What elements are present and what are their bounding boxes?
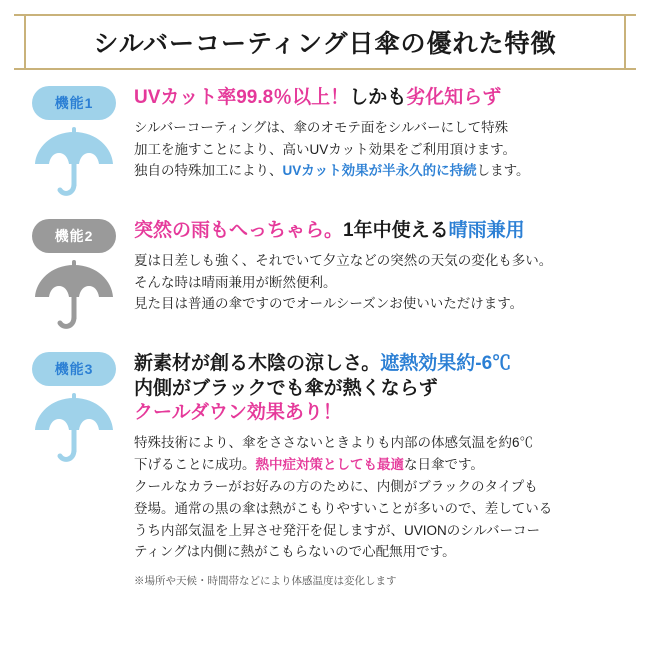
feature-1-badge: 機能1 [32, 86, 116, 120]
umbrella-icon [31, 390, 117, 469]
feature-3-headline-part-2: 遮熱効果約-6℃ [380, 353, 512, 374]
feature-2-line-1: 夏は日差しも強く、それでいて夕立などの突然の天気の変化も多い。 [134, 252, 553, 268]
feature-1-headline [134, 86, 632, 111]
feature-3-headline [134, 352, 632, 426]
feature-2-body-column [130, 219, 632, 315]
feature-2-headline-part-1: 突然の雨もへっちゃら。 [134, 220, 344, 241]
umbrella-icon [31, 257, 117, 336]
feature-2-text [134, 250, 632, 316]
feature-3-badge: 機能3 [32, 352, 116, 386]
feature-3-line-3: クールなカラーがお好みの方のために、内側がブラックのタイプも [134, 478, 538, 494]
feature-2-headline-part-2: 1年中使える [343, 220, 449, 241]
feature-2-headline [134, 219, 632, 244]
feature-1-text [134, 117, 632, 183]
umbrella-icon [31, 124, 117, 203]
feature-1-line-1: シルバーコーティングは、傘のオモテ面をシルバーにして特殊 [134, 119, 509, 135]
feature-1-headline-part-1: UVカット率99.8％以上！ [134, 87, 350, 108]
feature-3-line-2: 下げることに成功。熱中症対策としても最適な日傘です。 [134, 456, 484, 472]
feature-1-headline-part-3: 劣化知らず [406, 87, 502, 108]
page-header [14, 14, 636, 70]
feature-3-line-5: うち内部気温を上昇させ発汗を促しますが、UVIONのシルバーコー [134, 522, 540, 538]
feature-2-badge-column [18, 219, 130, 336]
feature-2-headline-part-3: 晴雨兼用 [448, 220, 525, 241]
feature-2-line-3: 見た目は普通の傘ですのでオールシーズンお使いいただけます。 [134, 296, 524, 312]
feature-3-headline-part-3: 内側がブラックでも傘が熱くならず [134, 377, 438, 399]
feature-block-3 [0, 352, 650, 590]
feature-block-1 [0, 86, 650, 203]
footnote: ※場所や天候・時間帯などにより体感温度は変化します [134, 575, 397, 588]
page-root [0, 14, 650, 664]
feature-3-headline-part-4: クールダウン効果あり！ [134, 402, 342, 424]
feature-1-body-column [130, 86, 632, 182]
feature-block-2 [0, 219, 650, 336]
feature-3-line-1: 特殊技術により、傘をささないときよりも内部の体感気温を約6℃ [134, 435, 534, 451]
feature-1-line-2: 加工を施すことにより、高いUVカット効果をご利用頂けます。 [134, 141, 517, 157]
feature-3-line-4: 登場。通常の黒の傘は熱がこもりやすいことが多いので、差している [134, 500, 553, 516]
feature-3-line-6: ティングは内側に熱がこもらないので心配無用です。 [134, 544, 456, 560]
page-title: シルバーコーティング日傘の優れた特徴 [93, 30, 557, 58]
feature-3-headline-part-1: 新素材が創る木陰の涼しさ。 [134, 353, 381, 374]
feature-3-badge-column [18, 352, 130, 469]
feature-1-headline-part-2: しかも [349, 87, 407, 108]
feature-2-line-2: そんな時は晴雨兼用が断然便利。 [134, 274, 337, 290]
feature-1-line-3: 独自の特殊加工により、UVカット効果が半永久的に持続します。 [134, 163, 530, 179]
feature-2-badge: 機能2 [32, 219, 116, 253]
feature-3-text [134, 432, 632, 590]
feature-3-body-column [130, 352, 632, 590]
feature-1-badge-column [18, 86, 130, 203]
